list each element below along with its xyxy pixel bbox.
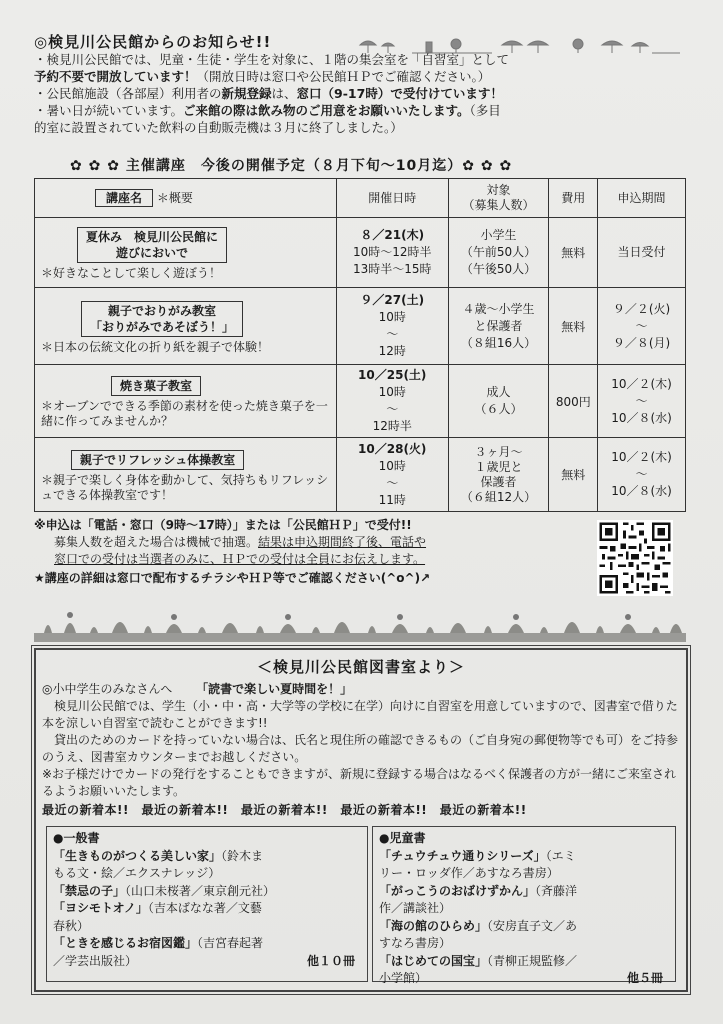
list-item (53, 883, 361, 901)
event-target: ４歳〜小学生 (462, 301, 535, 316)
event-target-cell (448, 288, 549, 365)
event-apply: 10／８(水) (611, 410, 672, 425)
event-description: ＊日本の伝統文化の折り紙を親子で体験！ (41, 339, 270, 354)
event-date-cell (336, 288, 448, 365)
notice-text: 的室に設置されていた飲料の自動販売機は３月に終了しました。） (34, 120, 403, 135)
general-books-heading: ●一般書 (53, 831, 100, 845)
library-text-line: 「読書で楽しい夏時間を！」 (196, 682, 353, 696)
event-time: 〜 (386, 402, 399, 416)
list-item (53, 900, 361, 918)
event-date: ９／27(土) (360, 293, 425, 307)
book-title: 「禁忌の子」 (53, 883, 126, 898)
table-header-row (35, 179, 686, 218)
qr-code-icon[interactable] (597, 520, 673, 596)
book-credit: すなろ書房） (379, 936, 452, 950)
apply-note-text: 募集人数を超えた場合は機械で抽選。 (54, 535, 259, 549)
more-books-count: 他５冊 (626, 971, 663, 985)
event-apply: 当日受付 (617, 245, 666, 259)
book-credit: ／学芸出版社） (53, 953, 138, 968)
event-target-cell (448, 438, 549, 512)
event-description: ＊親子で楽しく身体を動かして、気持ちもリフレッシュできる体操教室です！ (41, 472, 329, 502)
event-apply: 10／８(水) (611, 484, 672, 498)
new-books-banner: 最近の新着本!! 最近の新着本!! 最近の新着本!! 最近の新着本!! 最近の新着本!! (42, 803, 527, 817)
book-title: 「がっこうのおばけずかん」 (379, 883, 536, 898)
header-capacity-label: （募集人数） (462, 198, 535, 212)
list-item (379, 970, 669, 988)
event-target: と保護者 (474, 318, 523, 333)
book-credit: リー・ロッダ作／あすなろ書房） (379, 866, 559, 880)
notice-text: ・暑い日が続いています。 (34, 103, 184, 118)
notice-text: （開放日時は窓口や公民館ＨＰでご確認ください。） (196, 69, 491, 84)
event-apply-cell (598, 438, 686, 512)
event-name: 焼き菓子教室 (111, 376, 201, 396)
table-row (35, 365, 686, 438)
book-credit: （安房直子文／あ (487, 918, 578, 933)
event-target-cell (448, 365, 549, 438)
book-title: 「ヨシモトオノ」 (53, 901, 148, 915)
apply-note-text: 結果は申込期間終了後、電話や (258, 535, 427, 549)
header-apply: 申込期間 (598, 179, 686, 218)
book-credit: （山口未桜著／東京創元社） (125, 883, 276, 898)
event-apply-cell (598, 218, 686, 288)
event-name-cell (35, 218, 337, 288)
header-fee: 費用 (549, 179, 598, 218)
event-time: 11時 (378, 492, 406, 507)
event-name: 親子でリフレッシュ体操教室 (71, 450, 244, 470)
header-name (35, 179, 337, 218)
event-name-cell (35, 438, 337, 512)
library-text-line: 検見川公民館では、学生（小・中・高・大学等の学校に在学）向けに自習室を用意していますので、図書室で借りた本を涼しい自習室で読むことができます!! (42, 699, 678, 730)
event-target: （午前50人） (460, 245, 537, 259)
library-title: ＜検見川公民館図書室より＞ (256, 658, 465, 676)
table-row (35, 218, 686, 288)
header-target-label: 対象 (486, 183, 511, 197)
notice-text: 新規登録 (221, 86, 272, 101)
notice-text: ・検見川公民館では、児童・生徒・学生を対象に、１階の集会室を「自習室」として (34, 52, 510, 67)
library-text-line: ※お子様だけでカードの発行をすることもできますが、新規に登録する場合はなるべく保護者の方が一緒にご来室されるようお願いいたします。 (42, 767, 677, 798)
book-credit: 小学館） (379, 971, 428, 985)
event-date: 10／25(土) (358, 368, 427, 382)
events-title: ✿ ✿ ✿ 主催講座 今後の開催予定（８月下旬〜10月迄）✿ ✿ ✿ (70, 158, 513, 174)
book-title: 「はじめての国宝」 (379, 953, 488, 968)
event-target: （午後50人） (460, 262, 537, 276)
decorative-plants-icon (34, 605, 686, 645)
event-time: 13時半〜15時 (352, 262, 432, 276)
list-item (379, 883, 669, 901)
apply-note-line (34, 534, 594, 551)
event-fee: 800円 (549, 365, 598, 438)
book-title: 「チュウチュウ通りシリーズ」 (379, 848, 546, 863)
event-target: 保護者 (480, 474, 517, 489)
event-target: １歳児と (474, 459, 523, 474)
apply-note-text: ※申込は「電話・窓口（9時〜17時）」または「公民館ＨＰ」で受付!! (34, 518, 412, 532)
library-text-line: ◎小中学生のみなさんへ (42, 682, 173, 696)
events-table (34, 178, 686, 512)
library-text (36, 681, 686, 800)
event-target: （６組12人） (460, 489, 537, 504)
event-name: 「おりがみであそぼう！」 (90, 319, 235, 334)
event-apply: 〜 (635, 318, 648, 333)
event-apply: 10／２(木) (611, 376, 672, 391)
book-credit: もる文・絵／エクスナレッジ） (53, 866, 221, 880)
notice-line (34, 119, 694, 136)
event-apply: ９／８(月) (612, 335, 671, 350)
notice-text: ご来館の際は飲み物のご用意をお願いいたします。 (183, 103, 470, 118)
event-description: ＊好きなことして楽しく遊ぼう！ (41, 266, 222, 280)
event-name-box (81, 301, 243, 337)
children-books-heading: ●児童書 (379, 831, 426, 845)
book-credit: （青柳正規監修／ (487, 953, 578, 968)
event-fee: 無料 (549, 288, 598, 365)
event-fee: 無料 (549, 218, 598, 288)
header-target (448, 179, 549, 218)
event-date-cell (336, 218, 448, 288)
book-credit: 作／講談社） (379, 901, 452, 915)
notice-text: 窓口（9-17時）で受付けています！ (296, 86, 503, 101)
list-item (53, 848, 361, 866)
event-time: 10時 (378, 310, 406, 324)
more-books-count: 他１０冊 (306, 953, 355, 968)
notice-line (34, 102, 694, 119)
event-target: ３ヶ月〜 (474, 444, 523, 459)
event-name: 親子でおりがみ教室 (108, 303, 217, 318)
notice-text: ・公民館施設（各部屋）利用者の (34, 86, 222, 101)
event-name-cell (35, 288, 337, 365)
apply-note (34, 517, 594, 587)
general-books-box (46, 826, 368, 982)
event-date: 10／28(火) (358, 441, 427, 456)
event-apply: 〜 (635, 393, 648, 408)
book-title: 「生きものがつくる美しい家」 (53, 848, 222, 863)
book-credit: （吉本ばなな著／文藝 (147, 901, 262, 915)
book-credit: （斉藤洋 (535, 883, 578, 898)
book-credit: （鈴木ま (221, 848, 264, 863)
event-time: 12時 (378, 344, 406, 358)
event-apply: 10／２(木) (611, 450, 672, 464)
header-date: 開催日時 (336, 179, 448, 218)
event-target: （６人） (474, 402, 523, 416)
children-books-box (372, 826, 676, 985)
event-description: ＊オーブンでできる季節の素材を使った焼き菓子を一緒に作ってみませんか？ (41, 399, 328, 428)
book-title: 「ときを感じるお宿図鑑」 (53, 936, 198, 950)
event-apply-cell (598, 288, 686, 365)
event-name-cell (35, 365, 337, 438)
event-time: 10時 (378, 458, 406, 473)
apply-note-text: 窓口での受付は当選者のみに、ＨＰでの受付は全員にお伝えします。 (54, 552, 426, 566)
event-name: 遊びにおいで (116, 246, 189, 260)
book-credit: （吉宮春起著 (197, 936, 264, 950)
table-row (35, 438, 686, 512)
event-name: 夏休み 検見川公民館に (86, 230, 219, 244)
event-date: ８／21(木) (360, 228, 425, 242)
library-text-line: 貸出のためのカードを持っていない場合は、氏名と現住所の確認できるもの（ご自身宛の郵便物等でも可）をご持参のうえ、図書室カウンターまでお越しください。 (42, 733, 679, 764)
book-title: 「海の館のひらめ」 (379, 918, 488, 933)
event-time: 〜 (386, 475, 399, 490)
notice-text: は、 (271, 86, 297, 101)
table-row (35, 288, 686, 365)
list-item (379, 953, 669, 971)
list-item (53, 953, 361, 971)
book-credit: （エミ (545, 848, 576, 863)
notice-text: （多目 (469, 103, 501, 118)
list-item (53, 935, 361, 953)
notice-text: 予約不要で開放しています！ (34, 69, 197, 84)
notice-title: ◎検見川公民館からのお知らせ!! (34, 33, 272, 51)
book-credit: 春秋） (53, 918, 90, 933)
event-target: 成人 (486, 385, 511, 399)
event-target-cell (448, 218, 549, 288)
list-item (379, 848, 669, 866)
header-name-label: 講座名 (95, 189, 153, 207)
event-date-cell (336, 365, 448, 438)
event-fee: 無料 (549, 438, 598, 512)
event-name-box (77, 227, 227, 263)
header-overview-label: ＊概要 (156, 191, 193, 205)
library-intro-line (42, 681, 680, 698)
event-time: 10時〜12時半 (352, 245, 432, 259)
event-date-cell (336, 438, 448, 512)
event-apply: 〜 (635, 467, 648, 481)
event-apply: ９／２(火) (612, 301, 671, 316)
event-time: 12時半 (372, 419, 412, 433)
apply-note-text: ★講座の詳細は窓口で配布するチラシやＨＰ等でご確認ください(^o^)↗ (34, 571, 431, 585)
decorative-umbrella-icon (352, 36, 682, 54)
notice-line (34, 85, 694, 102)
event-target: （８組16人） (460, 335, 537, 350)
event-time: 10時 (378, 385, 406, 399)
event-target: 小学生 (480, 228, 517, 242)
list-item (379, 918, 669, 936)
event-apply-cell (598, 365, 686, 438)
event-time: 〜 (386, 327, 399, 341)
notice-line (34, 68, 694, 85)
library-section (34, 648, 688, 992)
